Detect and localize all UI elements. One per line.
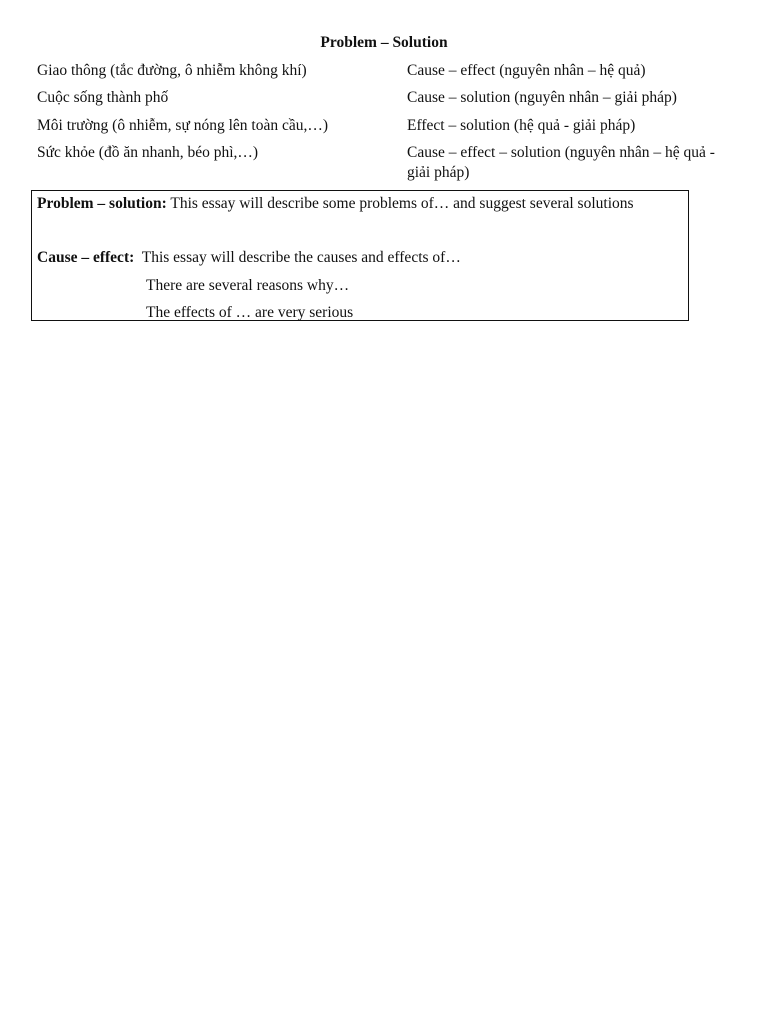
topic-label: Môi trường (ô nhiễm, sự nóng lên toàn cầu,…) — [37, 117, 329, 134]
problem-solution-text: This essay will describe some problems of… and suggest several solutions — [166, 195, 634, 212]
cause-effect-line — [37, 248, 461, 268]
essay-type: Cause – solution (nguyên nhân – giải pháp) — [407, 89, 677, 106]
page-title: Problem – Solution — [320, 34, 448, 51]
essay-type: Cause – effect (nguyên nhân – hệ quả) — [407, 62, 646, 79]
effects-line: The effects of … are very serious — [146, 304, 354, 321]
cause-effect-label: Cause – effect: — [37, 249, 135, 266]
essay-type: Cause – effect – solution (nguyên nhân – hệ quả - giải pháp) — [407, 144, 715, 181]
topic-label: Sức khỏe (đồ ăn nhanh, béo phì,…) — [37, 144, 259, 161]
reasons-line: There are several reasons why… — [146, 277, 350, 294]
topic-label: Cuộc sống thành phố — [37, 89, 169, 106]
topic-label: Giao thông (tắc đường, ô nhiễm không khí) — [37, 62, 307, 79]
essay-type: Effect – solution (hệ quả - giải pháp) — [407, 117, 636, 134]
problem-solution-label: Problem – solution: — [37, 195, 167, 212]
cause-effect-text: This essay will describe the causes and effects of… — [134, 249, 461, 266]
problem-solution-line — [37, 194, 634, 214]
phrases-box — [31, 190, 689, 321]
